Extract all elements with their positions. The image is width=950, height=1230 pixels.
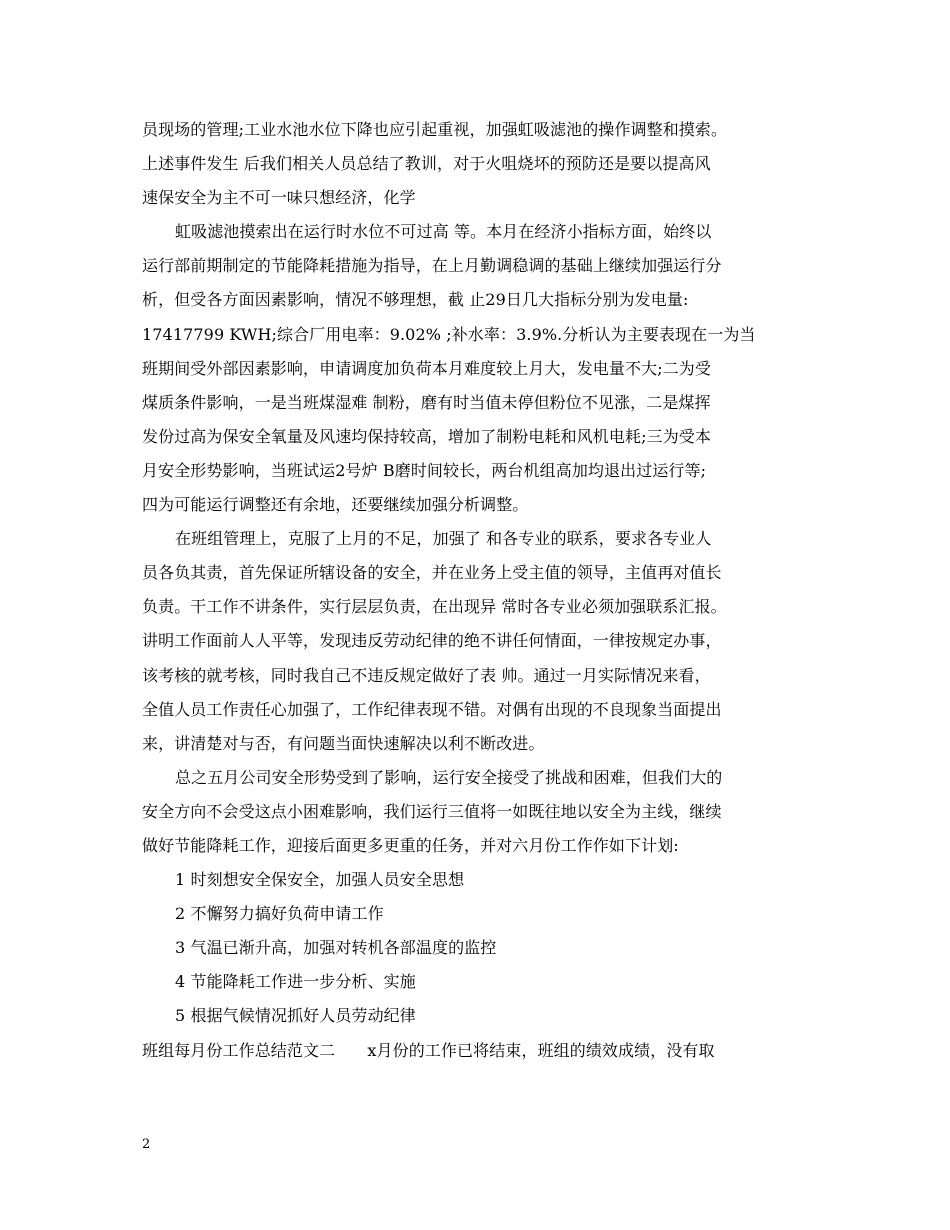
text-line: 四为可能运行调整还有余地，还要继续加强分析调整。 <box>142 495 529 515</box>
text-line: 运行部前期制定的节能降耗措施为指导，在上月勤调稳调的基础上继续加强运行分 <box>142 256 722 276</box>
page-number: 2 <box>142 1137 151 1152</box>
text-line: 班期间受外部因素影响，申请调度加负荷本月难度较上月大，发电量不大;二为受 <box>142 358 711 378</box>
text-line: 负责。干工作不讲条件，实行层层负责，在出现异 常时各专业必须加强联系汇报。 <box>142 597 727 617</box>
plan-list-item: 5 根据气候情况抓好人员劳动纪律 <box>175 1006 416 1026</box>
text-line: 员各负其责，首先保证所辖设备的安全，并在业务上受主值的领导，主值再对值长 <box>142 563 722 583</box>
text-line: 17417799 KWH;综合厂用电率：9.02% ;补水率：3.9%.分析认为主要表现在一为当 <box>142 324 756 344</box>
body-text <box>142 113 822 1068</box>
paragraph-start-line: 总之五月公司安全形势受到了影响，运行安全接受了挑战和困难，但我们大的 <box>175 767 723 787</box>
text-line: 员现场的管理;工业水池水位下降也应引起重视，加强虹吸滤池的操作调整和摸索。 <box>142 120 728 139</box>
plan-list-item: 4 节能降耗工作进一步分析、实施 <box>175 972 416 992</box>
section-heading-line: 班组每月份工作总结范文二 x月份的工作已将结束，班组的绩效成绩，没有取 <box>142 1040 715 1060</box>
text-line: 析，但受各方面因素影响，情况不够理想，截 止29日几大指标分别为发电量: <box>142 290 689 310</box>
text-line: 速保安全为主不可一味只想经济，化学 <box>142 188 416 208</box>
text-line: 讲明工作面前人人平等，发现违反劳动纪律的绝不讲任何情面，一律按规定办事， <box>142 631 722 651</box>
text-line: 发份过高为保安全氧量及风速均保持较高，增加了制粉电耗和风机电耗;三为受本 <box>142 426 711 446</box>
paragraph-start-line: 虹吸滤池摸索出在运行时水位不可过高 等。本月在经济小指标方面，始终以 <box>175 222 712 242</box>
text-line: 煤质条件影响，一是当班煤湿难 制粉，磨有时当值未停但粉位不见涨，二是煤挥 <box>142 392 711 412</box>
plan-list-item: 2 不懈努力搞好负荷申请工作 <box>175 904 384 924</box>
plan-list-item: 3 气温已渐升高，加强对转机各部温度的监控 <box>175 938 497 958</box>
text-line: 全值人员工作责任心加强了，工作纪律表现不错。对偶有出现的不良现象当面提出 <box>142 699 722 719</box>
text-line: 安全方向不会受这点小困难影响，我们运行三值将一如既往地以安全为主线，继续 <box>142 801 722 821</box>
text-line: 上述事件发生 后我们相关人员总结了教训，对于火咀烧坏的预防还是要以提高风 <box>142 154 711 174</box>
paragraph-start-line: 在班组管理上，克服了上月的不足，加强了 和各专业的联系，要求各专业人 <box>175 529 712 549</box>
text-line: 来，讲清楚对与否，有问题当面快速解决以利不断改进。 <box>142 733 545 753</box>
plan-list-item: 1 时刻想安全保安全，加强人员安全思想 <box>175 870 465 890</box>
text-line: 月安全形势影响，当班试运2号炉 B磨时间较长，两台机组高加均退出过运行等; <box>142 460 707 480</box>
text-line: 该考核的就考核，同时我自己不违反规定做好了表 帅。通过一月实际情况来看， <box>142 665 711 685</box>
text-line: 做好节能降耗工作，迎接后面更多更重的任务，并对六月份工作作如下计划: <box>142 835 679 855</box>
